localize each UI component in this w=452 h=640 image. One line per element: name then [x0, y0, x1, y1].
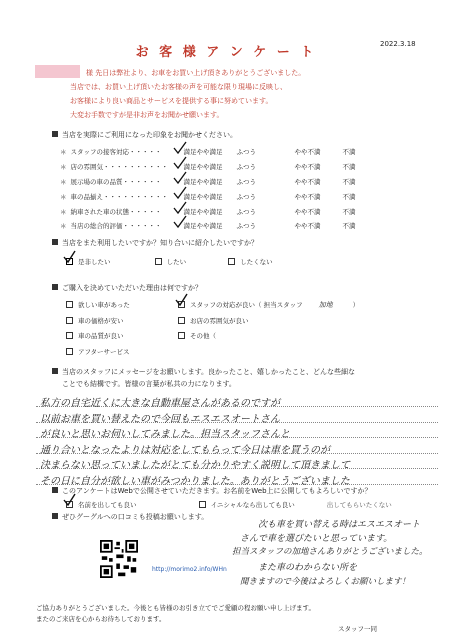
asterisk-icon: ＊: [60, 222, 67, 230]
rating-option[interactable]: やや満足: [196, 208, 223, 216]
option-label: スタッフの対応が良い（ 担当スタッフ: [190, 301, 303, 309]
rating-option[interactable]: 不満: [342, 148, 356, 156]
rating-row: [60, 207, 391, 216]
option-label: 車の品質が良い: [78, 332, 124, 340]
handwritten-message-line: 通り合いとなったよりは対応をしてもらって今日は車を買うのが: [40, 444, 330, 456]
checkmark-icon: [62, 250, 76, 264]
rating-row: [60, 147, 391, 156]
asterisk-icon: ＊: [60, 163, 67, 171]
checkbox[interactable]: [66, 332, 73, 339]
rating-label: 納車された車の状態・・・・・: [70, 208, 162, 216]
intro-text: [70, 66, 305, 122]
handwritten-message-line: が良いと思いお伺いしてみました。担当スタッフさんと: [40, 429, 290, 440]
checkbox[interactable]: [155, 258, 162, 265]
checkbox[interactable]: [178, 317, 185, 324]
rating-option[interactable]: やや不満: [294, 208, 321, 216]
checkbox[interactable]: [228, 258, 235, 265]
staff-name-handwritten: 加地: [318, 301, 333, 309]
checkmark-icon: [172, 171, 188, 185]
rating-option-selected[interactable]: 満足: [183, 178, 197, 186]
rating-row: [60, 177, 391, 186]
rating-row: [60, 221, 391, 230]
rating-label: 展示場の車の品質・・・・・・: [70, 178, 162, 186]
rating-option[interactable]: やや不満: [294, 163, 321, 171]
paren-close: ）: [352, 301, 360, 309]
option-label: したくない: [240, 258, 273, 266]
square-bullet-icon: [52, 513, 58, 519]
rating-option[interactable]: やや満足: [196, 222, 223, 230]
closing-line: ご協力ありがとうございました。今後とも皆様のお引き立てでご愛顧の程お願い申し上げます。: [36, 604, 315, 612]
google-review-link[interactable]: http://morimo2.info/WHn: [152, 566, 227, 573]
checkbox[interactable]: [199, 501, 206, 508]
reason-options-left: [66, 298, 130, 360]
question-text: このアンケートはWebで公開させていただきます。お名前をWeb上に公開してもよろしいですか？: [62, 487, 372, 495]
handwritten-message-line: 私方の自宅近くに大きな自動車屋さんがあるのですが: [40, 398, 280, 409]
rating-option[interactable]: ふつう: [236, 178, 256, 186]
staff-signature: スタッフ一同: [338, 625, 377, 633]
option-label: お店の雰囲気が良い: [190, 316, 249, 325]
asterisk-icon: ＊: [60, 193, 67, 201]
revisit-options: [66, 257, 273, 266]
question-text: ぜひグーグルへの口コミも投稿お願いします。: [62, 513, 209, 521]
option-label: 是非したい: [78, 258, 111, 266]
intro-line: 大変お手数ですが是非お声をお聞かせ願います。: [70, 111, 224, 119]
asterisk-icon: ＊: [60, 148, 67, 156]
rating-option-selected[interactable]: 満足: [183, 222, 197, 230]
checkmark-icon: [174, 293, 188, 307]
closing-line: またのご来店を心からお待ちしております。: [36, 615, 166, 623]
rating-option[interactable]: ふつう: [236, 148, 256, 156]
page-title: お 客 様 ア ン ケ ー ト: [135, 45, 317, 60]
checkbox[interactable]: [66, 301, 73, 308]
handwritten-review-line: 聞きますので今後はよろしくお願いします！: [240, 577, 411, 587]
rating-label: 店の雰囲気・・・・・・・・・・: [70, 163, 168, 171]
handwritten-review-line: 次も車を買い替える時はエスエスオート: [258, 520, 421, 530]
question-impression: [52, 130, 237, 140]
rating-option[interactable]: やや満足: [196, 148, 223, 156]
rating-option[interactable]: ふつう: [236, 163, 256, 171]
question-google: [52, 512, 208, 522]
rating-option[interactable]: やや不満: [294, 178, 321, 186]
rating-row: [60, 162, 391, 171]
checkmark-icon: [172, 186, 188, 200]
survey-date: 2022.3.18: [380, 40, 416, 48]
square-bullet-icon: [52, 131, 58, 137]
question-publish: [52, 486, 372, 496]
rating-option[interactable]: ふつう: [236, 208, 256, 216]
question-reason: [52, 283, 202, 293]
handwritten-review-line: さんで車を選びたいと思っています。: [240, 534, 393, 544]
rating-label: スタッフの接客対応・・・・・: [70, 148, 162, 156]
rating-option[interactable]: ふつう: [236, 222, 256, 230]
question-message: [52, 367, 355, 377]
intro-line: 様 先日は弊社より、お車をお買い上げ頂きありがとうございました。: [86, 69, 306, 77]
rating-option[interactable]: 不満: [342, 163, 356, 171]
rating-option[interactable]: 不満: [342, 222, 356, 230]
checkmark-icon: [172, 201, 188, 215]
rating-label: 車の品揃え・・・・・・・・・・: [70, 193, 168, 201]
square-bullet-icon: [52, 368, 58, 374]
option-label: アフターサービス: [78, 347, 130, 356]
rating-option-selected[interactable]: 満足: [183, 148, 197, 156]
question-text: 当店をまた利用したいですか？知り合いに紹介したいですか？: [62, 239, 258, 247]
rating-option-selected[interactable]: 満足: [183, 208, 197, 216]
handwritten-message-line: その日に自分が欲しい車がみつかりました。ありがとうございました: [40, 475, 350, 487]
square-bullet-icon: [52, 239, 58, 245]
question-text: ご購入を決めていただいた理由は何ですか？: [62, 284, 202, 292]
question-message-cont: ことでも結構です。皆様の言葉が私共の力になります。: [62, 380, 236, 388]
square-bullet-icon: [52, 487, 58, 493]
square-bullet-icon: [52, 284, 58, 290]
asterisk-icon: ＊: [60, 178, 67, 186]
rating-option-selected[interactable]: 満足: [183, 163, 197, 171]
rating-option[interactable]: 不満: [342, 178, 356, 186]
checkbox[interactable]: [66, 317, 73, 324]
option-label: 名前を出しても良い: [78, 501, 137, 509]
reason-options-right: [178, 298, 359, 345]
rating-option[interactable]: 不満: [342, 193, 356, 201]
rating-option[interactable]: やや不満: [294, 222, 321, 230]
intro-line: 当店では、お買い上げ頂いたお客様の声を可能な限り現場に反映し、: [70, 83, 287, 91]
option-label: 車の価格が安い: [78, 316, 124, 325]
checkmark-icon: [172, 156, 188, 170]
question-revisit: [52, 238, 258, 248]
rating-option[interactable]: ふつう: [236, 193, 256, 201]
option-label: 出してもらいたくない: [326, 501, 392, 509]
rating-option[interactable]: やや満足: [196, 178, 223, 186]
rating-option[interactable]: やや満足: [196, 163, 223, 171]
handwritten-message-line: 以前お車を買い替えたので今回もエスエスオートさん: [40, 413, 280, 425]
question-text: 当店のスタッフにメッセージをお願いします。良かったこと、嬉しかったこと、どんな些細な: [62, 368, 356, 376]
qr-code-icon[interactable]: [100, 540, 138, 578]
rating-option[interactable]: 不満: [342, 208, 356, 216]
checkmark-icon: [172, 141, 188, 155]
intro-line: お客様により良い商品とサービスを提供する事に努めています。: [70, 97, 273, 105]
option-label: 欲しい車があった: [78, 301, 130, 309]
checkmark-icon: [62, 493, 76, 507]
asterisk-icon: ＊: [60, 208, 67, 216]
rating-option[interactable]: やや不満: [294, 148, 321, 156]
option-label: イニシャルなら出しても良い: [210, 501, 295, 509]
handwritten-review-line: また車のわからない所を: [258, 563, 358, 573]
checkmark-icon: [172, 215, 188, 229]
question-text: 当店を実際にご利用になった印象をお聞かせください。: [62, 131, 237, 139]
handwritten-review-line: 担当スタッフの加地さんありがとうございました。: [232, 547, 428, 557]
checkbox[interactable]: [66, 348, 73, 355]
rating-label: 当店の総合的評価・・・・・・: [70, 222, 162, 230]
rating-option[interactable]: やや満足: [196, 193, 223, 201]
checkbox[interactable]: [178, 332, 185, 339]
option-label: その他（: [190, 332, 216, 340]
option-label: したい: [166, 258, 187, 266]
handwritten-message-line: 決まらない思っていましたがとても分かりやすく説明して頂きまして: [40, 460, 350, 471]
publish-options: [66, 500, 392, 509]
rating-row: [60, 192, 391, 201]
rating-option[interactable]: やや不満: [294, 193, 321, 201]
rating-option-selected[interactable]: 満足: [183, 193, 197, 201]
closing-text: [36, 603, 315, 625]
